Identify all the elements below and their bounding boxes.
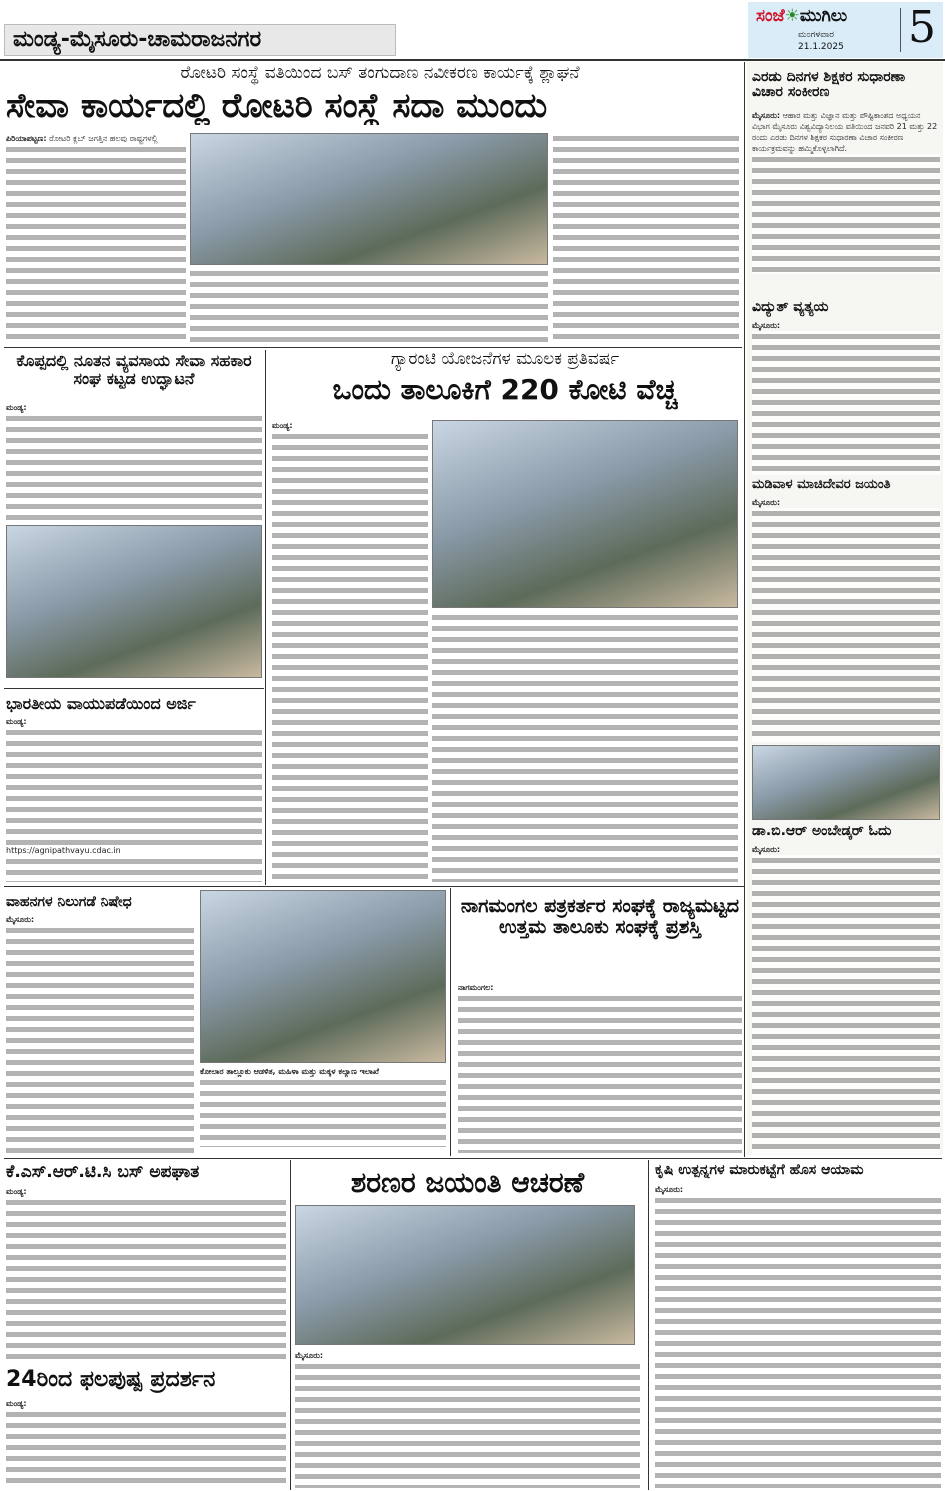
issue-day: ಮಂಗಳವಾರ (798, 30, 835, 40)
photo-caption: ಕೋಲಾರ ತಾಲ್ಲೂಕು ಆಡಳಿತ, ಮಹಿಳಾ ಮತ್ತು ಮಕ್ಕಳ ಕಲ್ಯಾಣ ಇಲಾಖೆ (200, 1066, 446, 1154)
divider (900, 8, 901, 52)
power-body: ಮೈಸೂರು: (752, 320, 940, 475)
section-banner: ಮಂಡ್ಯ-ಮೈಸೂರು-ಚಾಮರಾಜನಗರ (4, 24, 396, 56)
guarantee-kicker: ಗ್ಯಾರಂಟಿ ಯೋಜನೆಗಳ ಮೂಲಕ ಪ್ರತಿವರ್ಷ (390, 349, 620, 369)
issue-date: 21.1.2025 (798, 42, 844, 52)
power-headline: ವಿದ್ಯುತ್ ವ್ಯತ್ಯಯ (752, 299, 829, 315)
ksrtc-headline: ಕೆ.ಎಸ್.ಆರ್.ಟಿ.ಸಿ ಬಸ್ ಅಪಘಾತ (6, 1162, 200, 1182)
seminar-headline: ಎರಡು ದಿನಗಳ ಶಿಕ್ಷಕರ ಸುಧಾರಣಾ ವಿಚಾರ ಸಂಕೀರಣ (752, 69, 906, 101)
krishi-headline: ಕೃಷಿ ಉತ್ಪನ್ನಗಳ ಮಾರುಕಟ್ಟೆಗೆ ಹೊಸ ಆಯಾಮ (655, 1162, 864, 1178)
rotary-body-cont (190, 268, 548, 344)
masthead (748, 2, 943, 58)
meeting-photo (752, 745, 940, 820)
krishi-body: ಮೈಸೂರು: (655, 1184, 941, 1488)
koppa-body: ಮಂಡ್ಯ: (6, 402, 262, 520)
dateline: ಪಿರಿಯಾಪಟ್ಟಣ: (6, 134, 47, 143)
airforce-headline: ಭಾರತೀಯ ವಾಯುಪಡೆಯಿಂದ ಅರ್ಜಿ (6, 694, 196, 713)
inauguration-photo (200, 890, 446, 1063)
rotary-body-right (553, 133, 739, 345)
ambedkar-headline: ಡಾ.ಬಿ.ಆರ್ ಅಂಬೇಡ್ಕರ್ ಓದು (752, 823, 892, 839)
nagamangala-headline: ನಾಗಮಂಗಲ ಪತ್ರಕರ್ತರ ಸಂಘಕ್ಕೆ ರಾಜ್ಯಮಟ್ಟದ ಉತ್ತಮ ತಾಲೂಕು ಸಂಘಕ್ಕೆ ಪ್ರಶಸ್ತಿ (460, 895, 740, 938)
lead-text: ರೋಟರಿ ಕ್ಲಬ್ ಜಗತ್ತಿನ ಹಲವು ರಾಷ್ಟ್ರಗಳಲ್ಲಿ (49, 134, 158, 143)
brand-name-a: ಸಂಜೆ (756, 6, 785, 26)
sharana-headline: ಶರಣರ ಜಯಂತಿ ಆಚರಣೆ (350, 1166, 585, 1199)
nagamangala-body: ನಾಗಮಂಗಲ: (458, 982, 742, 1154)
madivala-headline: ಮಡಿವಾಳ ಮಾಚಿದೇವರ ಜಯಂತಿ (752, 477, 891, 492)
rotary-headline: ಸೇವಾ ಕಾರ್ಯದಲ್ಲಿ ರೋಟರಿ ಸಂಸ್ಥೆ ಸದಾ ಮುಂದು (6, 88, 548, 126)
sharana-body: ಮೈಸೂರು: (295, 1350, 640, 1488)
seminar-body: ಮೈಸೂರು: ಆಹಾರ ಮತ್ತು ವಿಜ್ಞಾನ ಮತ್ತು ಪೌಷ್ಟಿಕಾಂಶದ ಅಧ್ಯಯನ ವಿಭಾಗ ಮೈಸೂರು ವಿಶ್ವವಿದ್ಯಾನಿಲಯ ವತಿಯಿಂದ ಜನವರಿ 21 ಮತ್ತು 22 ರಂದು ಎರಡು ದಿನಗಳ ಶಿಕ್ಷಕರ ಸುಧಾರಣಾ ವಿಚಾರ ಸಂಕೀರಣ ಕಾರ್ಯಕ್ರಮವನ್ನು ಹಮ್ಮಿಕೊಳ್ಳಲಾಗಿದೆ. (752, 110, 940, 296)
ksrtc-body: ಮಂಡ್ಯ: (6, 1186, 286, 1362)
airforce-link[interactable]: https://agnipathvayu.cdac.in (6, 846, 121, 855)
page-number: 5 (908, 2, 936, 53)
ambedkar-body: ಮೈಸೂರು: (752, 844, 940, 1154)
guarantee-body: ಮಂಡ್ಯ: (272, 420, 428, 882)
koppa-headline: ಕೊಪ್ಪದಲ್ಲಿ ನೂತನ ವ್ಯವಸಾಯ ಸೇವಾ ಸಹಕಾರ ಸಂಘ ಕಟ್ಟಡ ಉದ್ಘಾಟನೆ (16, 351, 252, 388)
flower-headline: 24ರಿಂದ ಫಲಪುಷ್ಪ ಪ್ರದರ್ಶನ (6, 1367, 216, 1392)
palm-icon: ☀ (784, 6, 800, 26)
madivala-body: ಮೈಸೂರು: (752, 497, 940, 742)
parking-body: ಮೈಸೂರು: (6, 914, 194, 1154)
rotary-body (6, 133, 186, 345)
guarantee-body-cont (432, 612, 738, 882)
meeting-hall-photo (295, 1205, 635, 1345)
flower-body: ಮಂಡ್ಯ: (6, 1398, 286, 1488)
guarantee-headline: ಒಂದು ತಾಲೂಕಿಗೆ 220 ಕೋಟಿ ವೆಚ್ಚ (332, 373, 678, 406)
parking-headline: ವಾಹನಗಳ ನಿಲುಗಡೆ ನಿಷೇಧ (6, 894, 132, 910)
rotary-kicker: ರೋಟರಿ ಸಂಸ್ಥೆ ವತಿಯಿಂದ ಬಸ್ ತಂಗುದಾಣ ನವೀಕರಣ ಕಾರ್ಯಕ್ಕೆ ಶ್ಲಾಘನೆ (180, 63, 580, 83)
minister-speaking-photo (432, 420, 738, 608)
airforce-body: ಮಂಡ್ಯ: https://agnipathvayu.cdac.in (6, 716, 262, 882)
brand-logo (756, 6, 847, 26)
koppa-ribbon-photo (6, 525, 262, 678)
rotary-ribbon-photo (190, 133, 548, 265)
brand-name-b: ಮುಗಿಲು (799, 6, 848, 26)
